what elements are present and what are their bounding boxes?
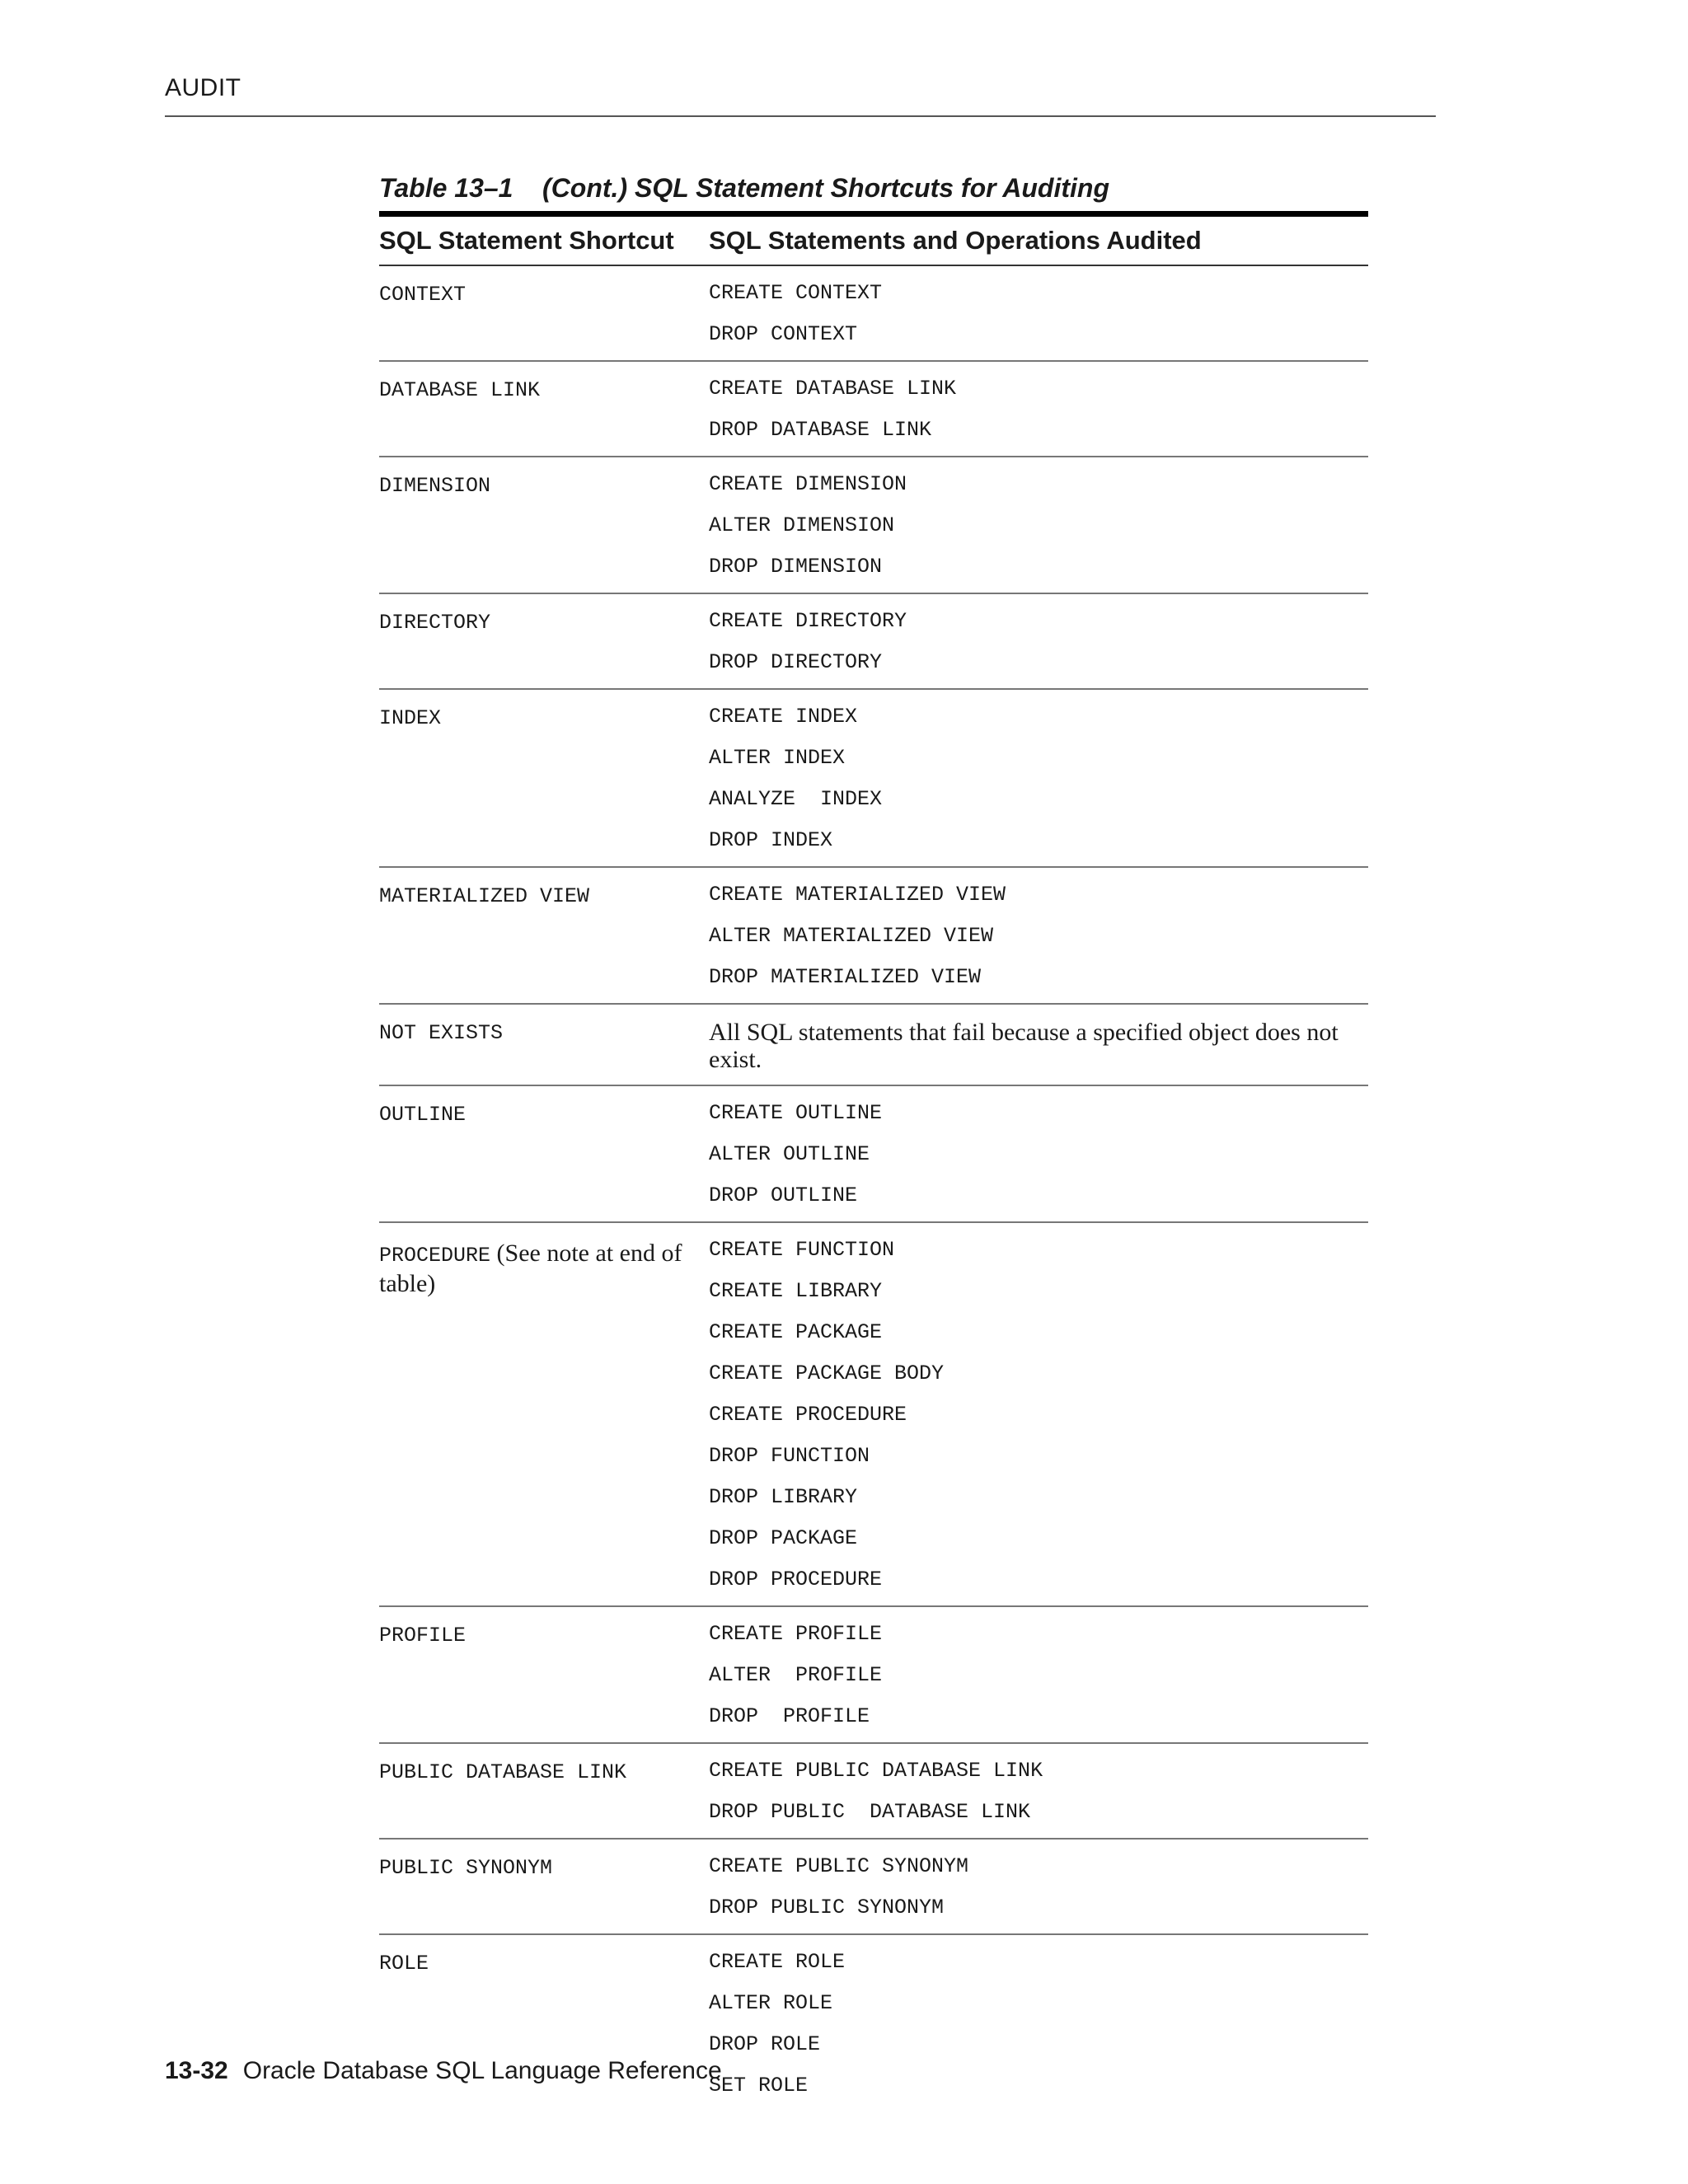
statements-cell (709, 1846, 1368, 1929)
sql-statement: DROP ROLE (709, 2032, 821, 2056)
statements-cell (709, 1942, 1368, 2107)
sql-statement: CREATE DIRECTORY (709, 609, 907, 633)
shortcut-table (379, 211, 1368, 2111)
shortcut-name: DIRECTORY (379, 611, 491, 635)
sql-statement: CREATE CONTEXT (709, 281, 883, 305)
sql-statement: CREATE PACKAGE BODY (709, 1361, 945, 1385)
shortcut-name: MATERIALIZED VIEW (379, 884, 590, 908)
sql-statement: DROP CONTEXT (709, 322, 858, 346)
sql-statement: ANALYZE INDEX (709, 787, 883, 811)
sql-statement: DROP PROCEDURE (709, 1568, 883, 1591)
sql-statement: DROP FUNCTION (709, 1444, 870, 1468)
sql-statement: CREATE INDEX (709, 705, 858, 729)
page-footer (165, 2057, 722, 2085)
sql-statement: ALTER DIMENSION (709, 513, 895, 537)
shortcut-cell (379, 601, 709, 683)
table-row (379, 1840, 1368, 1935)
table-row (379, 1223, 1368, 1607)
statements-cell (709, 1750, 1368, 1833)
page-number: 13-32 (165, 2057, 228, 2084)
shortcut-name: CONTEXT (379, 283, 467, 307)
sql-statement: DROP PUBLIC DATABASE LINK (709, 1800, 1031, 1824)
sql-statement: CREATE ROLE (709, 1950, 846, 1974)
sql-statement: DROP DIRECTORY (709, 650, 883, 674)
statements-cell (709, 368, 1368, 451)
shortcut-name: PUBLIC SYNONYM (379, 1856, 553, 1880)
statements-cell (709, 273, 1368, 355)
shortcut-name: ROLE (379, 1952, 429, 1975)
sql-statement: SET ROLE (709, 2074, 809, 2097)
table-row (379, 1005, 1368, 1086)
sql-statement: DROP DATABASE LINK (709, 418, 932, 442)
shortcut-cell (379, 1846, 709, 1929)
column-header-shortcut: SQL Statement Shortcut (379, 226, 674, 255)
sql-statement: CREATE PROFILE (709, 1622, 883, 1646)
shortcut-cell (379, 1230, 709, 1601)
sql-statement: DROP INDEX (709, 828, 833, 852)
statement-description: All SQL statements that fail because a specified object does not exist. (709, 1019, 1339, 1073)
shortcut-cell (379, 273, 709, 355)
statements-cell (709, 1011, 1368, 1080)
table-row (379, 457, 1368, 594)
shortcut-name: DATABASE LINK (379, 378, 541, 402)
shortcut-cell (379, 874, 709, 998)
table-row (379, 266, 1368, 362)
statements-cell (709, 874, 1368, 998)
sql-statement: CREATE LIBRARY (709, 1279, 883, 1303)
sql-statement: CREATE OUTLINE (709, 1101, 883, 1125)
shortcut-name: PROFILE (379, 1624, 467, 1647)
table-row (379, 690, 1368, 868)
shortcut-name: NOT EXISTS (379, 1021, 504, 1045)
shortcut-cell (379, 1093, 709, 1216)
header-rule (165, 115, 1436, 117)
statements-cell (709, 464, 1368, 588)
column-header-statements: SQL Statements and Operations Audited (709, 226, 1202, 255)
shortcut-name: DIMENSION (379, 474, 491, 498)
running-head: AUDIT (165, 74, 241, 101)
statements-cell (709, 696, 1368, 861)
statements-cell (709, 601, 1368, 683)
statements-cell (709, 1230, 1368, 1601)
sql-statement: CREATE PACKAGE (709, 1320, 883, 1344)
shortcut-cell (379, 464, 709, 588)
sql-statement: ALTER PROFILE (709, 1663, 883, 1687)
statements-cell (709, 1614, 1368, 1737)
table-caption: Table 13–1 (Cont.) SQL Statement Shortcuts for Auditing (379, 173, 1109, 203)
sql-statement: DROP DIMENSION (709, 555, 883, 579)
shortcut-name: OUTLINE (379, 1103, 467, 1127)
sql-statement: CREATE DIMENSION (709, 472, 907, 496)
table-row (379, 1607, 1368, 1744)
table-row (379, 362, 1368, 457)
shortcut-note: (See note at end of table) (379, 1240, 682, 1297)
sql-statement: DROP PACKAGE (709, 1526, 858, 1550)
sql-statement: DROP OUTLINE (709, 1183, 858, 1207)
sql-statement: ALTER ROLE (709, 1991, 833, 2015)
sql-statement: CREATE PUBLIC SYNONYM (709, 1854, 969, 1878)
sql-statement: DROP PUBLIC SYNONYM (709, 1896, 945, 1919)
table-row (379, 868, 1368, 1005)
sql-statement: DROP MATERIALIZED VIEW (709, 965, 982, 989)
book-title: Oracle Database SQL Language Reference (242, 2057, 722, 2084)
sql-statement: CREATE DATABASE LINK (709, 377, 957, 401)
shortcut-cell (379, 1750, 709, 1833)
shortcut-name: PUBLIC DATABASE LINK (379, 1760, 627, 1784)
sql-statement: ALTER MATERIALIZED VIEW (709, 924, 994, 948)
table-row (379, 1744, 1368, 1840)
table-header-row (379, 217, 1368, 266)
shortcut-cell (379, 696, 709, 861)
sql-statement: ALTER OUTLINE (709, 1142, 870, 1166)
shortcut-name: INDEX (379, 706, 442, 730)
table-row (379, 1086, 1368, 1223)
sql-statement: CREATE MATERIALIZED VIEW (709, 883, 1006, 907)
table-body (379, 266, 1368, 2111)
sql-statement: DROP PROFILE (709, 1704, 870, 1728)
table-top-rule (379, 211, 1368, 217)
sql-statement: ALTER INDEX (709, 746, 846, 770)
statements-cell (709, 1093, 1368, 1216)
shortcut-cell (379, 368, 709, 451)
shortcut-cell (379, 1614, 709, 1737)
sql-statement: CREATE PROCEDURE (709, 1403, 907, 1427)
sql-statement: CREATE PUBLIC DATABASE LINK (709, 1759, 1043, 1783)
sql-statement: DROP LIBRARY (709, 1485, 858, 1509)
table-row (379, 594, 1368, 690)
shortcut-name: PROCEDURE (379, 1244, 491, 1268)
shortcut-cell (379, 1011, 709, 1080)
sql-statement: CREATE FUNCTION (709, 1238, 895, 1262)
